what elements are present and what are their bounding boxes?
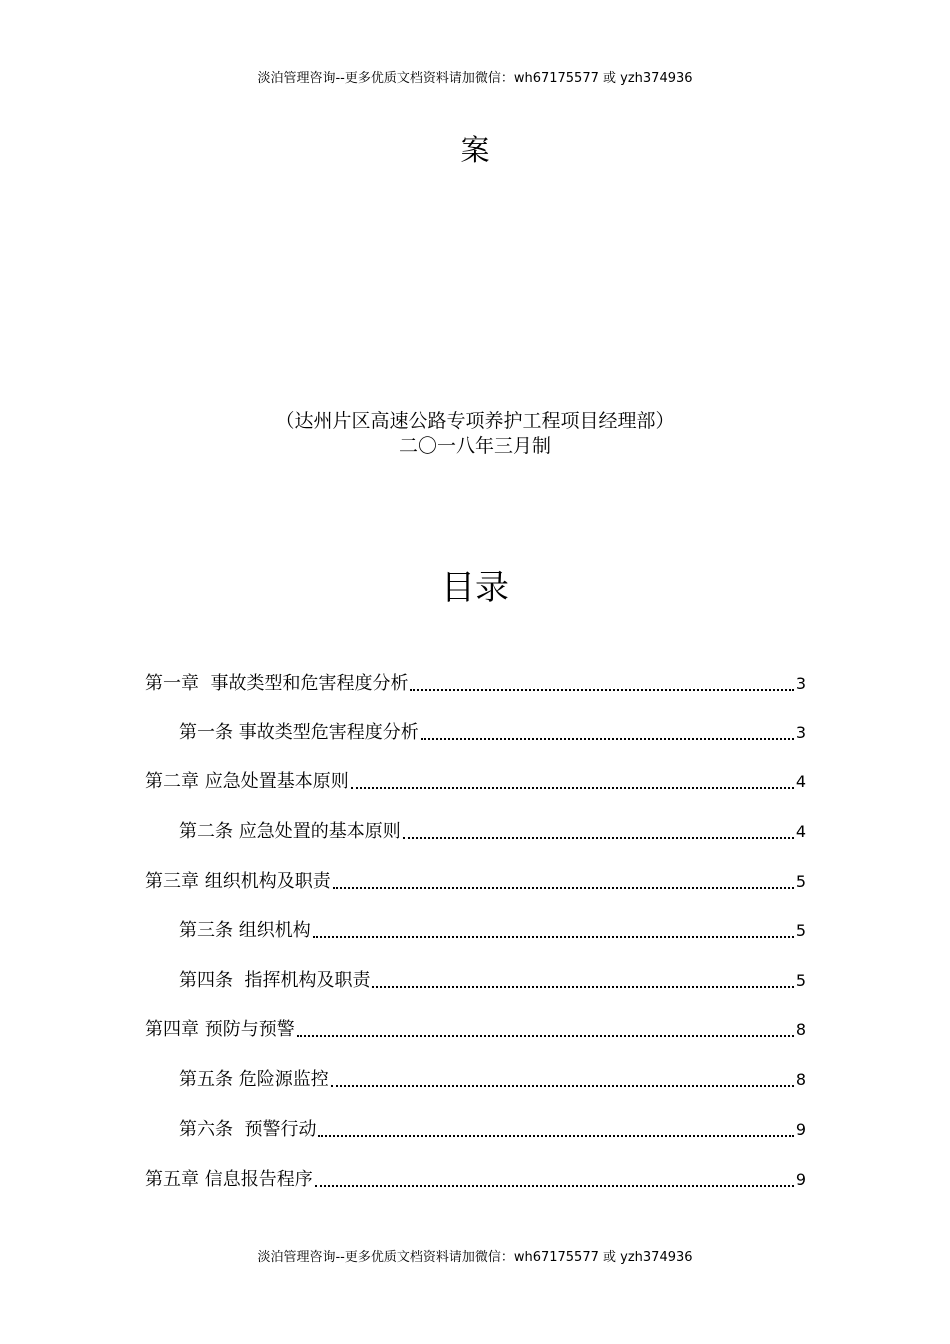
toc-entry-page: 9 [795, 1170, 806, 1189]
toc-leader-dots [331, 1085, 794, 1087]
toc-leader-dots [351, 787, 794, 789]
title-case-char: 案 [460, 133, 490, 167]
toc-entry-page: 5 [795, 971, 806, 990]
toc-entry-label: 第一条 事故类型危害程度分析 [179, 722, 419, 743]
toc-title: 目录 [441, 568, 509, 608]
toc-entry-page: 3 [795, 674, 806, 693]
organization-name: （达州片区高速公路专项养护工程项目经理部） [275, 410, 675, 432]
toc-entry-label: 第二条 应急处置的基本原则 [179, 821, 401, 842]
toc-entry-label: 第五条 危险源监控 [179, 1069, 329, 1090]
toc-entry-chapter-2[interactable] [145, 768, 806, 794]
toc-leader-dots [318, 1135, 793, 1137]
toc-entry-label: 第四条 指挥机构及职责 [179, 970, 371, 991]
toc-entry-page: 5 [795, 921, 806, 940]
toc-entry-label: 第六条 预警行动 [179, 1119, 317, 1140]
toc-entry-page: 8 [795, 1070, 806, 1089]
toc-leader-dots [315, 1185, 794, 1187]
toc-entry-article-2[interactable] [179, 818, 806, 844]
toc-entry-chapter-4[interactable] [145, 1016, 806, 1042]
toc-entry-page: 9 [795, 1120, 806, 1139]
toc-leader-dots [372, 986, 793, 988]
toc-leader-dots [421, 738, 794, 740]
toc-entry-page: 4 [795, 772, 806, 791]
toc-leader-dots [297, 1035, 794, 1037]
toc-entry-label: 第五章 信息报告程序 [145, 1169, 313, 1190]
toc-leader-dots [333, 887, 794, 889]
toc-entry-label: 第二章 应急处置基本原则 [145, 771, 349, 792]
toc-entry-article-3[interactable] [179, 917, 806, 943]
toc-leader-dots [410, 689, 793, 691]
toc-entry-page: 5 [795, 872, 806, 891]
toc-entry-page: 4 [795, 822, 806, 841]
toc-entry-page: 3 [795, 723, 806, 742]
toc-entry-label: 第三章 组织机构及职责 [145, 871, 331, 892]
toc-leader-dots [313, 936, 794, 938]
toc-entry-label: 第一章 事故类型和危害程度分析 [145, 673, 409, 694]
toc-entry-page: 8 [795, 1020, 806, 1039]
toc-entry-article-6[interactable] [179, 1116, 806, 1142]
toc-entry-chapter-5[interactable] [145, 1166, 806, 1192]
toc-entry-label: 第四章 预防与预警 [145, 1019, 295, 1040]
page-footer: 淡泊管理咨询--更多优质文档资料请加微信：wh67175577 或 yzh374936 [257, 1250, 693, 1265]
toc-entry-chapter-1[interactable] [145, 670, 806, 696]
toc-entry-article-4[interactable] [179, 967, 806, 993]
toc-entry-chapter-3[interactable] [145, 868, 806, 894]
toc-entry-article-5[interactable] [179, 1066, 806, 1092]
toc-entry-label: 第三条 组织机构 [179, 920, 311, 941]
publish-date: 二〇一八年三月制 [398, 435, 551, 457]
toc-leader-dots [403, 837, 794, 839]
toc-entry-article-1[interactable] [179, 719, 806, 745]
page-header: 淡泊管理咨询--更多优质文档资料请加微信：wh67175577 或 yzh374936 [257, 71, 693, 86]
